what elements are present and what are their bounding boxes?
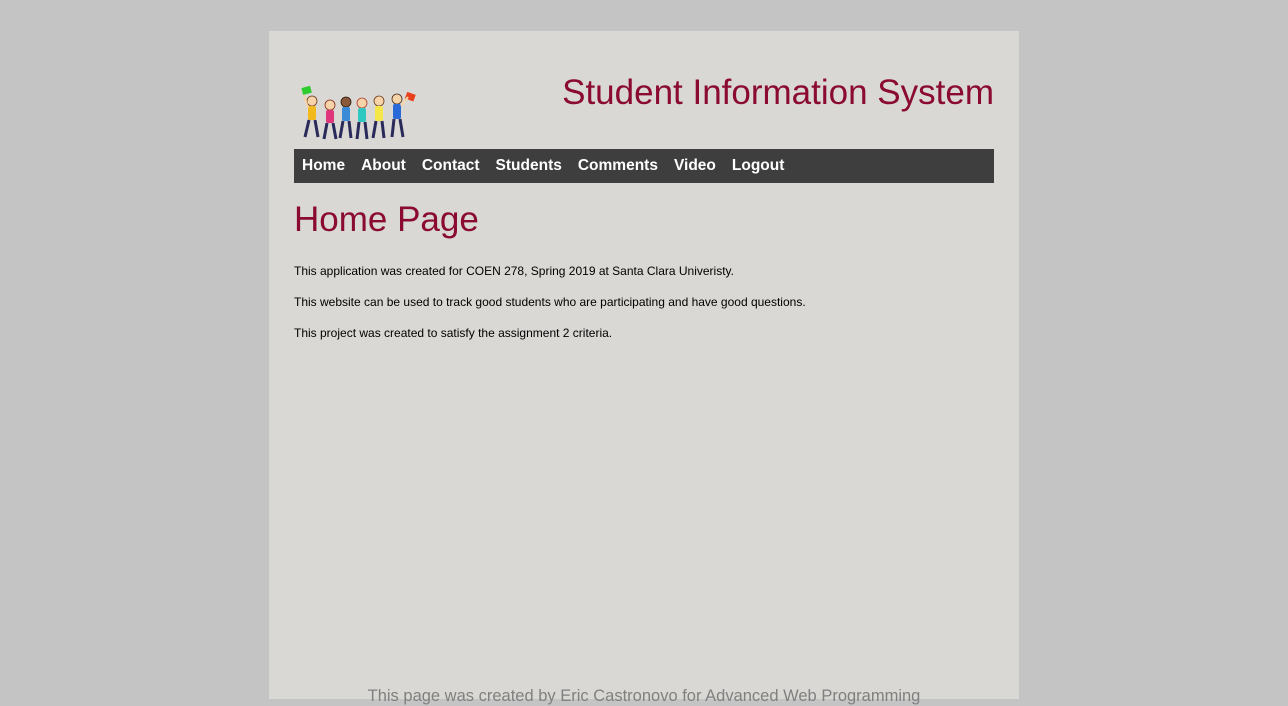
nav-item-about[interactable]: About (361, 157, 406, 174)
intro-paragraph: This application was created for COEN 278, Spring 2019 at Santa Clara Univeristy. (294, 264, 734, 278)
nav-item-students[interactable]: Students (495, 157, 562, 174)
nav-item-video[interactable]: Video (673, 157, 716, 174)
main-nav (294, 149, 994, 183)
site-header (294, 71, 994, 149)
assignment-paragraph: This project was created to satisfy the assignment 2 criteria. (294, 326, 613, 340)
nav-item-comments[interactable]: Comments (577, 157, 658, 174)
purpose-paragraph: This website can be used to track good students who are participating and have good questions. (294, 295, 806, 309)
main-content (294, 199, 994, 356)
page-container (269, 31, 1019, 705)
nav-item-home[interactable]: Home (302, 157, 346, 174)
nav-item-contact[interactable]: Contact (421, 157, 480, 174)
page-title: Home Page (294, 200, 479, 239)
site-title: Student Information System (562, 73, 994, 112)
nav-item-logout[interactable]: Logout (731, 157, 785, 174)
cheering-students-logo (300, 85, 420, 145)
page-footer: This page was created by Eric Castronovo for Advanced Web Programming (367, 687, 921, 705)
